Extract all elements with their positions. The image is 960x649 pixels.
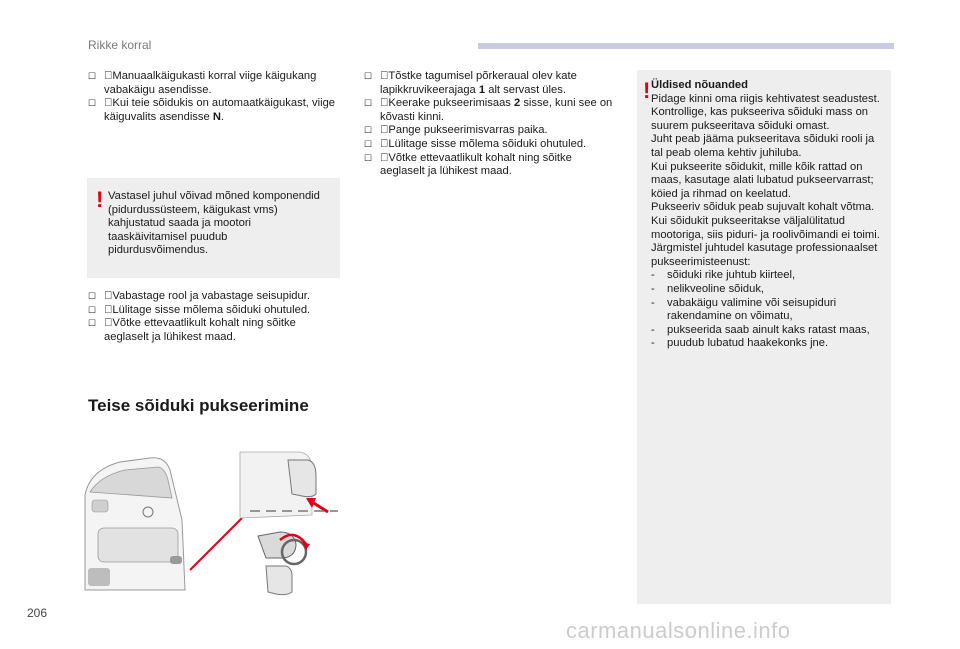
list-item bbox=[364, 124, 614, 138]
list-item-text: Lülitage sisse mõlema sõiduki ohutuled. bbox=[112, 303, 311, 316]
list-item-text: Pange pukseerimisvarras paika. bbox=[388, 124, 548, 137]
item-number: 1 bbox=[478, 83, 486, 96]
car-lamp bbox=[92, 500, 108, 512]
list-item-text: pukseerida saab ainult kaks ratast maas, bbox=[667, 323, 870, 336]
general-advice-title: Üldised nõuanded bbox=[651, 79, 748, 91]
header-title: Rikke korral bbox=[88, 38, 152, 52]
bumper-cover bbox=[288, 460, 316, 497]
advice-paragraph: Järgmistel juhtudel kasutage professionaalset pukseerimisteenust: bbox=[651, 242, 878, 268]
car-bumper bbox=[98, 528, 178, 562]
checkbox-bullet-icon: ☐ bbox=[364, 138, 373, 149]
cover-lower bbox=[266, 566, 292, 595]
advice-paragraph: Pukseeriv sõiduk peab sujuvalt kohalt võtma. bbox=[651, 201, 875, 214]
checkbox-bullet-icon: ☐ bbox=[88, 318, 97, 329]
list-item-text: Vabastage rool ja vabastage seisupidur. bbox=[112, 290, 310, 302]
list-item-text: sõiduki rike juhtub kiirteel, bbox=[667, 269, 796, 282]
car-wheel bbox=[88, 568, 110, 586]
warning-text: Vastasel juhul võivad mõned komponendid (pidurdussüsteem, käigukast vms) kahjustatud saada ja mootori taaskäivitamisel puudub pidurdusvõimendus. bbox=[108, 190, 320, 257]
list-item-text: vabakäigu valimine või seisupiduri rakendamine on võimatu, bbox=[667, 296, 837, 323]
page-number: 206 bbox=[27, 606, 48, 620]
dash-bullet: - bbox=[651, 282, 655, 295]
list-item bbox=[651, 337, 887, 351]
advice-paragraph: Pidage kinni oma riigis kehtivatest seadustest. bbox=[651, 92, 880, 105]
list-item-text: alt servast üles. bbox=[485, 83, 566, 96]
advice-paragraph: Juht peab jääma pukseeritava sõiduki rooli ja tal peab olema kehtiv juhiluba. bbox=[651, 133, 875, 159]
list-item bbox=[88, 317, 340, 344]
dash-bullet: - bbox=[651, 269, 655, 282]
watermark: carmanualsonline.info bbox=[566, 618, 791, 643]
list-item-text: Manuaalkäigukasti korral viige käigukang vabakäigu asendisse. bbox=[104, 70, 317, 96]
warning-icon: ! bbox=[96, 187, 104, 212]
list-item bbox=[651, 269, 887, 283]
pointer-line bbox=[190, 518, 242, 570]
list-item bbox=[364, 152, 614, 179]
checkbox-bullet-icon: ☐ bbox=[364, 71, 373, 81]
list-item-text: sisse, kuni see on kõvasti kinni. bbox=[380, 97, 613, 123]
instructions-column-1 bbox=[88, 70, 340, 124]
warning-icon: ! bbox=[643, 78, 651, 103]
advice-paragraph: Kui pukseerite sõidukit, mille kõik rattad on maas, kasutage alati lubatud pukseervarrast; köied ja rihmad on keelatud. bbox=[651, 160, 874, 200]
dash-bullet: - bbox=[651, 337, 655, 350]
list-item bbox=[88, 290, 340, 304]
list-item bbox=[88, 97, 340, 124]
list-item-text: Keerake pukseerimisaas bbox=[388, 97, 514, 110]
list-item bbox=[364, 70, 614, 97]
instructions-column-2 bbox=[364, 70, 614, 179]
list-item-text: Võtke ettevaatlikult kohalt ning sõitke aeglaselt ja lühikest maad. bbox=[380, 151, 572, 178]
car-exhaust bbox=[170, 556, 182, 564]
warning-box bbox=[87, 178, 340, 278]
checkbox-bullet-icon: ☐ bbox=[364, 152, 373, 163]
instructions-column-1b bbox=[88, 290, 340, 344]
dash-bullet: - bbox=[651, 296, 655, 309]
list-item-text: Võtke ettevaatlikult kohalt ning sõitke aeglaselt ja lühikest maad. bbox=[104, 317, 296, 343]
checkbox-bullet-icon: ☐ bbox=[364, 125, 373, 136]
list-item-text: Lülitage sisse mõlema sõiduki ohutuled. bbox=[388, 137, 587, 150]
advice-paragraph: Kontrollige, kas pukseeriva sõiduki mass on suurem pukseeritava sõiduki omast. bbox=[651, 106, 869, 132]
advice-paragraph: Kui sõidukit pukseeritakse väljalülitatud mootoriga, siis piduri- ja roolivõimandi ei toimi. bbox=[651, 214, 880, 241]
list-item bbox=[651, 283, 887, 297]
general-advice-text bbox=[651, 79, 887, 351]
list-item-text: nelikveoline sõiduk, bbox=[667, 282, 765, 295]
checkbox-bullet-icon: ☐ bbox=[88, 98, 97, 109]
checkbox-bullet-icon: ☐ bbox=[364, 98, 373, 109]
list-item bbox=[651, 297, 887, 324]
dash-bullet: - bbox=[651, 323, 655, 336]
list-item-text: Kui teie sõidukis on automaatkäigukast, viige käiguvalits asendisse bbox=[104, 97, 336, 123]
towing-eye-illustration bbox=[80, 440, 340, 600]
list-item bbox=[88, 70, 340, 97]
list-item-text: Tõstke tagumisel põrkeraual olev kate lapikkruvikeerajaga bbox=[380, 70, 577, 96]
list-item bbox=[651, 324, 887, 338]
section-title: Teise sõiduki pukseerimine bbox=[88, 396, 309, 415]
gear-position-label: N bbox=[212, 110, 221, 123]
list-item bbox=[364, 97, 614, 124]
general-advice-box bbox=[637, 70, 891, 604]
checkbox-bullet-icon: ☐ bbox=[88, 291, 97, 301]
header-bar bbox=[478, 43, 894, 49]
checkbox-bullet-icon: ☐ bbox=[88, 304, 97, 315]
list-item-text: puudub lubatud haakekonks jne. bbox=[667, 337, 829, 350]
list-item-period: . bbox=[220, 110, 225, 123]
list-item bbox=[88, 304, 340, 318]
item-number: 2 bbox=[514, 97, 521, 110]
list-item bbox=[364, 138, 614, 152]
checkbox-bullet-icon: ☐ bbox=[88, 71, 97, 81]
